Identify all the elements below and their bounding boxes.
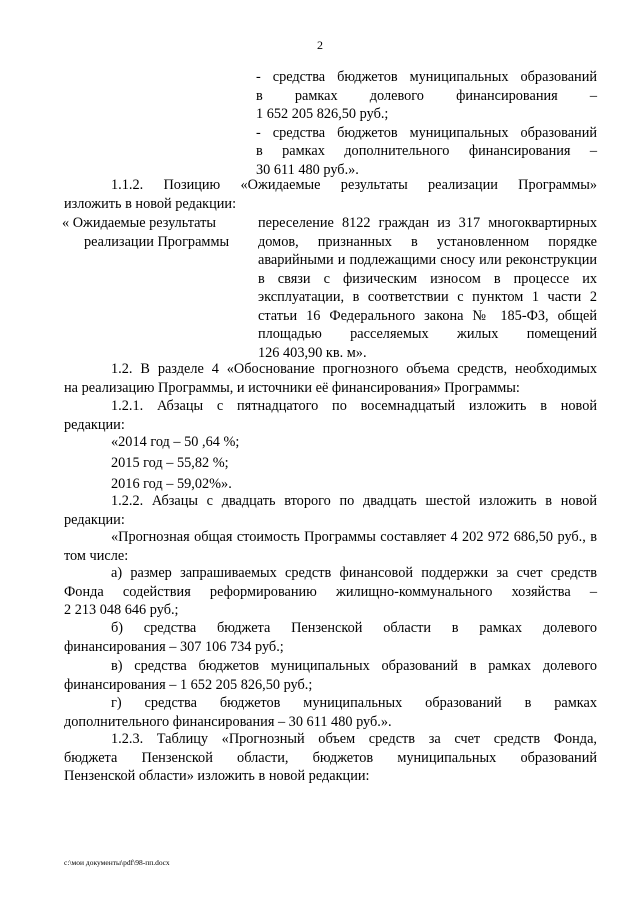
text-line: б) средства бюджета Пензенской области в рамках долевого [111,620,597,636]
text-line: редакции: [64,511,125,528]
funding-list-top [256,68,597,179]
years-list [111,433,411,496]
list-item: в рамках дополнительного финансирования – [256,143,597,159]
text-line: 1.2.3. Таблицу «Прогнозный объем средств за счет средств Фонда, [111,731,597,747]
text-line: аварийными и подлежащими сносу или реконструкции [258,252,597,268]
table-left-cell [62,214,242,251]
text-line: переселение 8122 граждан из 317 многоквартирных [258,215,597,231]
paragraph-1-2-2 [64,492,597,529]
table-right-cell [258,214,597,362]
text-line: 2 213 048 646 руб.; [64,602,179,618]
text-line: 1.2. В разделе 4 «Обоснование прогнозного объема средств, необходимых [111,361,597,377]
text-line: статьи 16 Федерального закона № 185-ФЗ, общей [258,307,597,324]
text-line: г) средства бюджетов муниципальных образований в рамках [111,695,597,711]
text-line: площадью расселяемых жилых помещений [258,326,597,342]
item-g [64,694,597,731]
text-line: дополнительного финансирования – 30 611 480 руб.». [64,713,392,730]
text-line: редакции: [64,416,125,433]
text-line: 126 403,90 кв. м». [258,344,367,361]
page-number: 2 [317,38,323,52]
text-line: финансирования – 1 652 205 826,50 руб.; [64,676,313,693]
item-v [64,657,597,694]
list-item: 2016 год – 59,02%». [111,476,232,492]
text-line: изложить в новой редакции: [64,195,237,212]
paragraph-1-2 [64,360,597,397]
text-line: том числе: [64,547,129,564]
item-b [64,619,597,656]
paragraph-1-2-1 [64,397,597,434]
text-line: Пензенской области» изложить в новой редакции: [64,768,370,784]
text-line: в связи с физическим износом в процессе их [258,270,597,287]
list-item: 30 611 480 руб.». [256,161,359,178]
text-line: «Прогнозная общая стоимость Программы составляет 4 202 972 686,50 руб., в [111,529,597,545]
text-line: 1.1.2. Позицию «Ожидаемые результаты реализации Программы» [111,177,597,193]
text-line: Фонда содействия реформированию жилищно-коммунального хозяйства – [64,583,597,600]
text-line: « Ожидаемые результаты [62,215,217,231]
list-item: «2014 год – 50 ,64 %; [111,434,240,450]
item-a [64,564,597,620]
list-item: - средства бюджетов муниципальных образований [256,69,597,85]
paragraph-total [64,528,597,565]
text-line: а) размер запрашиваемых средств финансовой поддержки за счет средств [111,565,597,581]
text-line: 1.2.2. Абзацы с двадцать второго по двадцать шестой изложить в новой [111,493,597,509]
list-item: в рамках долевого финансирования – [256,87,597,104]
text-line: финансирования – 307 106 734 руб.; [64,638,284,655]
list-item: 1 652 205 826,50 руб.; [256,106,389,122]
text-line: эксплуатации, в соответствии с пунктом 1 части 2 [258,289,597,305]
paragraph-1-2-3 [64,730,597,786]
text-line: домов, признанных в установленном порядке [258,233,597,250]
text-line: бюджета Пензенской области, бюджетов муниципальных образований [64,749,597,766]
text-line: реализации Программы [84,233,230,250]
list-item: 2015 год – 55,82 %; [111,455,229,471]
list-item: - средства бюджетов муниципальных образований [256,124,597,141]
text-line: в) средства бюджетов муниципальных образований в рамках долевого [111,658,597,674]
text-line: на реализацию Программы, и источники её финансирования» Программы: [64,379,520,396]
file-path-footer: c:\мои документы\pdf\98-пп.docx [64,858,170,867]
paragraph-1-1-2 [64,176,597,213]
text-line: 1.2.1. Абзацы с пятнадцатого по восемнадцатый изложить в новой [111,398,597,414]
